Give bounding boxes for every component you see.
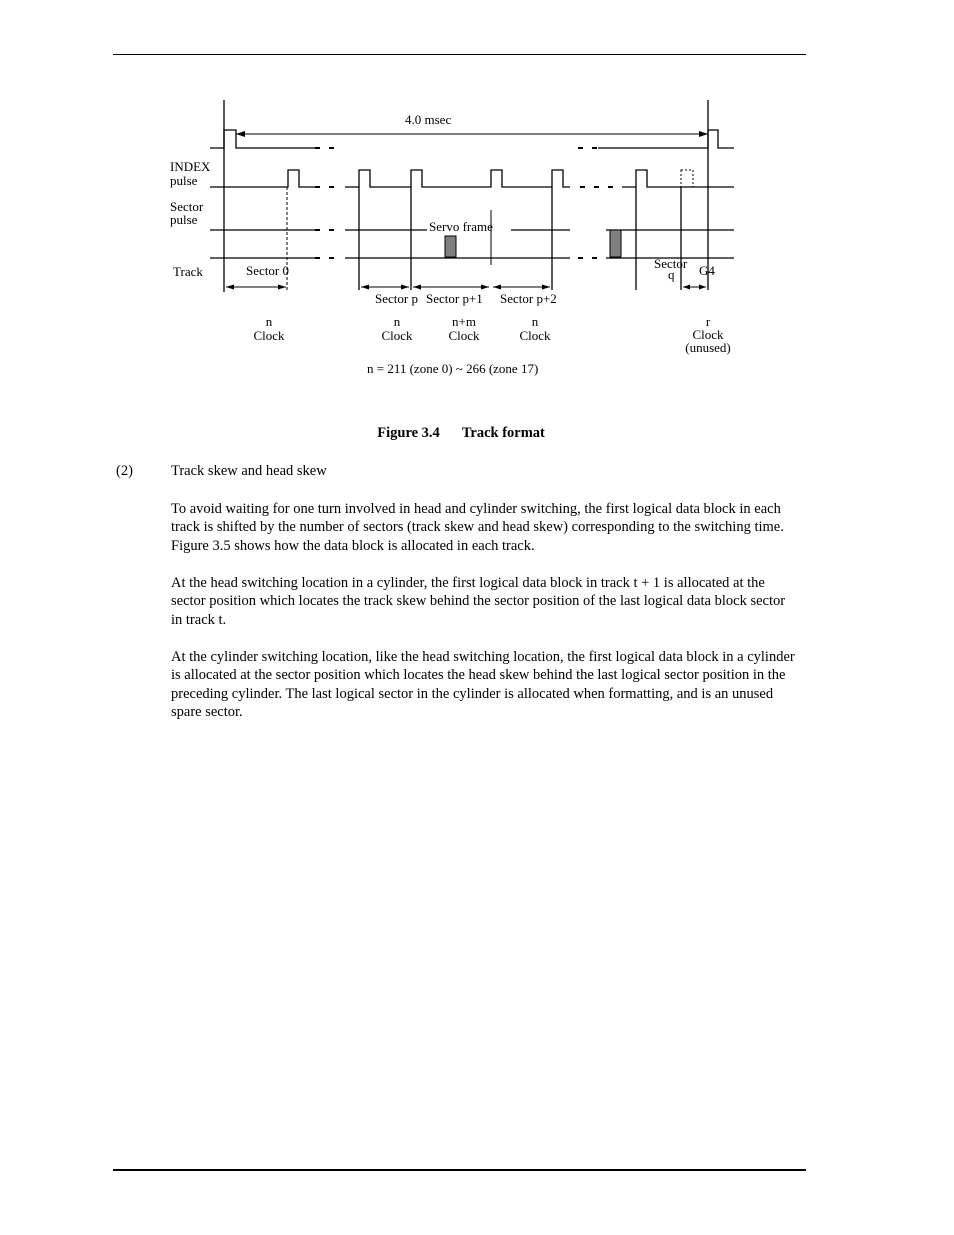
zone-note: n = 211 (zone 0) ~ 266 (zone 17) — [367, 361, 539, 376]
unused-sector-pulse — [681, 170, 693, 187]
duration-label: 4.0 msec — [405, 112, 452, 127]
index-label: INDEX — [170, 159, 211, 174]
g4-label: G4 — [699, 263, 715, 278]
sector-0-label: Sector 0 — [246, 263, 289, 278]
sector-p1-label: Sector p+1 — [426, 291, 483, 306]
clock-count-label: r — [705, 314, 711, 329]
clock-count-label: n — [393, 314, 401, 329]
sector-q-label: Sector — [654, 256, 688, 271]
section-title: Track skew and head skew — [171, 463, 327, 479]
sector-p2-label: Sector p+2 — [500, 291, 557, 306]
figure-caption-number: Figure 3.4 — [377, 425, 440, 441]
clock-count-label: n — [531, 314, 539, 329]
clock-label: Clock — [448, 328, 480, 343]
servo-frame-block — [445, 236, 456, 257]
sector-pulse-label: Sector — [170, 199, 204, 214]
sector-p-label: Sector p — [375, 291, 418, 306]
index-label: pulse — [170, 173, 198, 188]
sector-pulse-waveform-mid — [345, 170, 570, 187]
track-label: Track — [173, 264, 203, 279]
track-format-diagram — [0, 0, 954, 400]
footer-rule — [113, 1169, 806, 1171]
sector-pulse-waveform-right — [622, 170, 734, 187]
clock-label: Clock — [381, 328, 413, 343]
sector-q-label: q — [668, 267, 675, 282]
clock-count-label: n — [265, 314, 273, 329]
clock-label: Clock — [519, 328, 551, 343]
servo-frame-label: Servo frame — [429, 219, 493, 234]
clock-count-label: n+m — [452, 314, 476, 329]
body-paragraph: To avoid waiting for one turn involved in head and cylinder switching, the first logical data block in each track is shifted by the number of sectors (track skew and head skew) corresponding to the switching time. Figure 3.5 shows how the data block is allocated in each track. — [171, 501, 784, 554]
index-waveform — [210, 130, 316, 148]
sector-pulse-label: pulse — [170, 212, 198, 227]
sector-pulse-waveform-left — [210, 170, 316, 187]
index-waveform-end — [598, 130, 734, 148]
break-dots — [315, 147, 613, 259]
clock-label: Clock — [253, 328, 285, 343]
clock-unused-label: (unused) — [685, 340, 731, 355]
body-paragraph: At the cylinder switching location, like the head switching location, the first logical data block in a cylinder is allocated at the sector position which locates the head skew behind the last logical sector position in the preceding cylinder. The last logical sector in the cylinder is allocated when formatting, and is an unused spare sector. — [171, 649, 795, 721]
body-paragraph: At the head switching location in a cylinder, the first logical data block in track t + 1 is allocated at the sector position which locates the track skew behind the sector position of the last logical data block sector in track t. — [171, 575, 786, 628]
servo-frame-block — [610, 230, 621, 257]
clock-label: Clock — [692, 327, 724, 342]
figure-caption-title: Track format — [461, 425, 545, 441]
figure-caption — [370, 408, 545, 442]
section-number: (2) — [116, 463, 133, 479]
